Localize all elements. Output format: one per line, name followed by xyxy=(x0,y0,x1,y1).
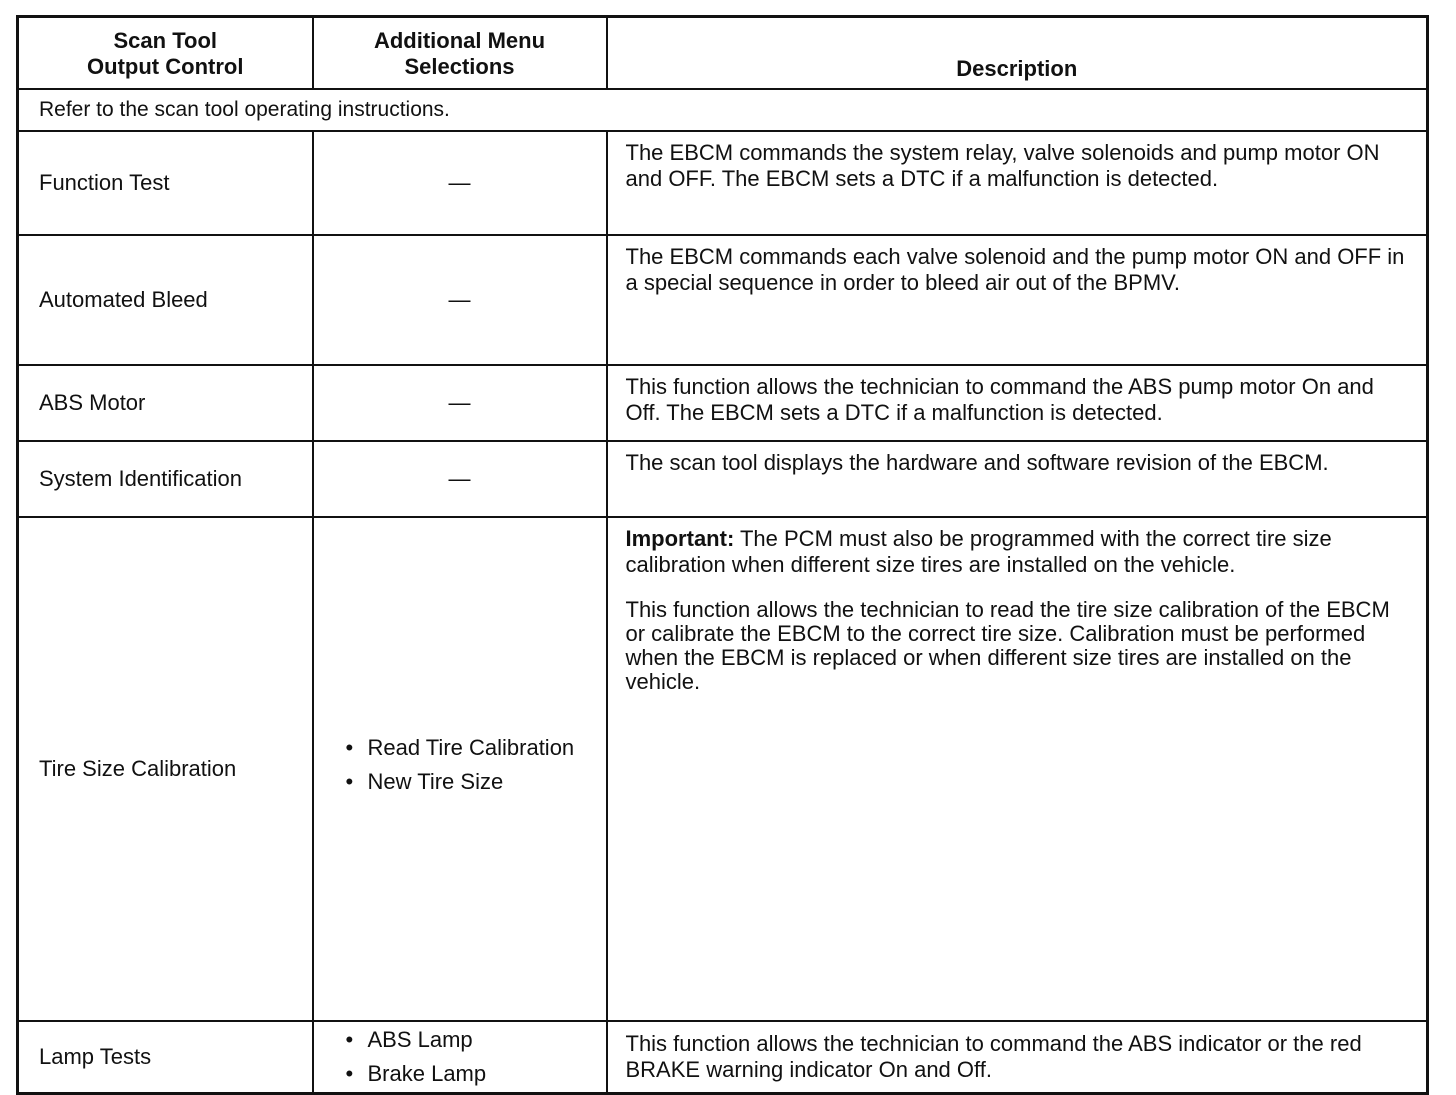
menu-cell xyxy=(313,517,607,1021)
table-row xyxy=(18,517,1428,1021)
list-item xyxy=(344,735,606,761)
description-cell: The EBCM commands the system relay, valve solenoids and pump motor ON and OFF. The EBCM sets a DTC if a malfunction is detected. xyxy=(607,131,1428,235)
control-cell: ABS Motor xyxy=(18,365,313,441)
list-item xyxy=(344,1027,606,1053)
dash-placeholder: — xyxy=(448,390,471,415)
description-paragraph: This function allows the technician to read the tire size calibration of the EBCM or calibrate the EBCM to the correct tire size. Calibration must be performed when the EBCM is replaced or when different size tires are installed on the vehicle. xyxy=(625,597,1390,694)
dash-placeholder: — xyxy=(448,287,471,312)
important-label: Important: xyxy=(625,526,735,551)
menu-cell xyxy=(313,235,607,365)
bullet-icon: • xyxy=(345,769,354,794)
table-row xyxy=(18,441,1428,517)
note-row xyxy=(18,89,1428,131)
menu-cell xyxy=(313,131,607,235)
control-cell: System Identification xyxy=(18,441,313,517)
menu-cell xyxy=(313,1021,607,1094)
bullet-icon: • xyxy=(345,1061,354,1086)
description-cell: This function allows the technician to command the ABS pump motor On and Off. The EBCM sets a DTC if a malfunction is detected. xyxy=(607,365,1428,441)
header-scan-tool-output-control xyxy=(18,17,313,90)
header-additional-menu-selections xyxy=(313,17,607,90)
menu-cell xyxy=(313,441,607,517)
important-note xyxy=(626,526,1407,578)
menu-item-label: Brake Lamp xyxy=(367,1061,487,1086)
menu-item-label: ABS Lamp xyxy=(367,1027,473,1052)
output-controls-table-wrapper xyxy=(16,15,1426,1095)
header-col2-line2: Selections xyxy=(404,54,515,79)
header-description: Description xyxy=(607,17,1428,90)
description-cell xyxy=(607,517,1428,1021)
dash-placeholder: — xyxy=(448,170,471,195)
output-controls-table xyxy=(16,15,1429,1095)
description-cell: This function allows the technician to command the ABS indicator or the red BRAKE warning indicator On and Off. xyxy=(607,1021,1428,1094)
header-row xyxy=(18,17,1428,90)
header-col1-line2: Output Control xyxy=(87,54,244,79)
menu-selection-list xyxy=(344,1027,606,1087)
bullet-icon: • xyxy=(345,1027,354,1052)
header-col1-line1: Scan Tool xyxy=(113,28,217,53)
table-row xyxy=(18,131,1428,235)
dash-placeholder: — xyxy=(448,466,471,491)
important-text: The PCM must also be programmed with the correct tire size calibration when different size tires are installed on the vehicle. xyxy=(625,526,1332,577)
note-text: Refer to the scan tool operating instructions. xyxy=(18,89,1428,131)
table-row xyxy=(18,1021,1428,1094)
menu-cell xyxy=(313,365,607,441)
menu-selection-list xyxy=(344,735,606,795)
menu-item-label: New Tire Size xyxy=(367,769,504,794)
bullet-icon: • xyxy=(345,735,354,760)
menu-item-label: Read Tire Calibration xyxy=(367,735,575,760)
control-cell: Lamp Tests xyxy=(18,1021,313,1094)
list-item xyxy=(344,769,606,795)
control-cell: Tire Size Calibration xyxy=(18,517,313,1021)
description-cell: The EBCM commands each valve solenoid and the pump motor ON and OFF in a special sequence in order to bleed air out of the BPMV. xyxy=(607,235,1428,365)
table-row xyxy=(18,365,1428,441)
table-row xyxy=(18,235,1428,365)
description-cell: The scan tool displays the hardware and software revision of the EBCM. xyxy=(607,441,1428,517)
control-cell: Automated Bleed xyxy=(18,235,313,365)
header-col2-line1: Additional Menu xyxy=(373,28,546,53)
list-item xyxy=(344,1061,606,1087)
control-cell: Function Test xyxy=(18,131,313,235)
